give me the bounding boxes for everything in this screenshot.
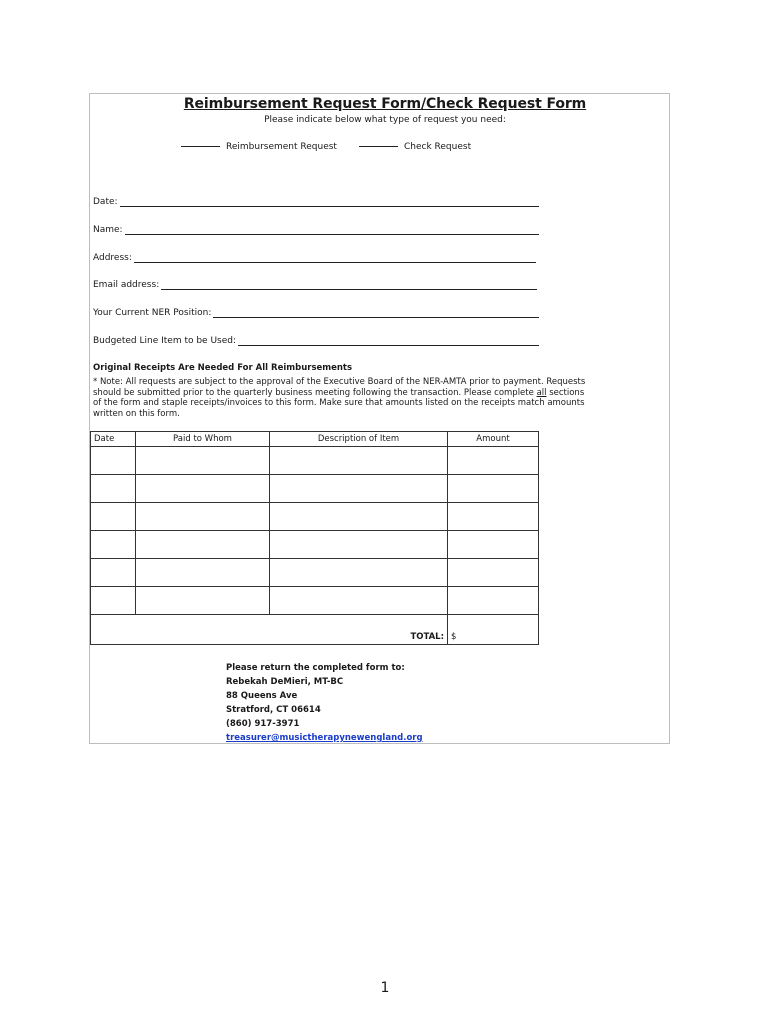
- table-cell[interactable]: [91, 475, 136, 503]
- option-label: Check Request: [404, 142, 472, 152]
- table-cell[interactable]: [270, 587, 448, 615]
- total-row: [91, 615, 539, 645]
- column-header-amount: Amount: [448, 432, 539, 447]
- option-reimbursement[interactable]: [181, 142, 337, 152]
- table-cell[interactable]: [91, 559, 136, 587]
- field-line[interactable]: [238, 337, 539, 346]
- field-label: Name:: [93, 225, 123, 235]
- field-label: Budgeted Line Item to be Used:: [93, 336, 237, 346]
- field-line[interactable]: [120, 198, 539, 207]
- table-cell[interactable]: [270, 531, 448, 559]
- table-cell[interactable]: [448, 587, 539, 615]
- table-cell[interactable]: [136, 475, 270, 503]
- column-header-description: Description of Item: [270, 432, 448, 447]
- form-title: Reimbursement Request Form/Check Request Form: [183, 96, 587, 112]
- table-cell[interactable]: [448, 475, 539, 503]
- field-name[interactable]: [93, 225, 539, 235]
- note-text: * Note: All requests are subject to the approval of the Executive Board of the NER-AMTA prior to payment. Requests should be submitted prior to the quarterly business meeting following the transaction. Please complete: [93, 377, 586, 398]
- column-header-paid-to: Paid to Whom: [136, 432, 270, 447]
- field-label: Date:: [93, 197, 118, 207]
- table-cell[interactable]: [448, 559, 539, 587]
- table-cell[interactable]: [136, 531, 270, 559]
- column-header-date: Date: [91, 432, 136, 447]
- table-cell[interactable]: [91, 587, 136, 615]
- table-row: [91, 475, 539, 503]
- page-number: 1: [380, 980, 390, 996]
- option-blank[interactable]: [181, 146, 220, 147]
- total-amount[interactable]: $: [448, 615, 539, 645]
- table-cell[interactable]: [448, 447, 539, 475]
- return-email-link[interactable]: treasurer@musictherapynewengland.org: [226, 733, 423, 743]
- table-cell[interactable]: [270, 447, 448, 475]
- field-date[interactable]: [93, 197, 539, 207]
- field-line[interactable]: [125, 226, 539, 235]
- table-header-row: [91, 432, 539, 447]
- approval-note: [93, 377, 593, 419]
- table-row: [91, 559, 539, 587]
- table-row: [91, 587, 539, 615]
- table-cell[interactable]: [270, 559, 448, 587]
- field-budget-line[interactable]: [93, 336, 539, 346]
- field-address[interactable]: [93, 253, 536, 263]
- table-row: [91, 531, 539, 559]
- field-label: Email address:: [93, 280, 160, 290]
- return-heading: Please return the completed form to:: [226, 663, 405, 673]
- table-cell[interactable]: [448, 503, 539, 531]
- field-email[interactable]: [93, 280, 537, 290]
- table-cell[interactable]: [91, 531, 136, 559]
- table-cell[interactable]: [91, 503, 136, 531]
- field-label: Address:: [93, 253, 132, 263]
- option-blank[interactable]: [359, 146, 398, 147]
- table-cell[interactable]: [136, 559, 270, 587]
- table-cell[interactable]: [91, 447, 136, 475]
- option-label: Reimbursement Request: [226, 142, 337, 152]
- return-street: 88 Queens Ave: [226, 691, 298, 701]
- field-line[interactable]: [134, 254, 536, 263]
- note-emphasis: all: [536, 387, 547, 398]
- table-cell[interactable]: [270, 475, 448, 503]
- field-line[interactable]: [161, 281, 537, 290]
- field-line[interactable]: [213, 309, 539, 318]
- return-city: Stratford, CT 06614: [226, 705, 321, 715]
- table-cell[interactable]: [136, 447, 270, 475]
- table-cell[interactable]: [136, 587, 270, 615]
- return-address-block: [226, 661, 423, 745]
- field-label: Your Current NER Position:: [93, 308, 212, 318]
- note-text: sections of the form and staple receipts/invoices to this form. Make sure that amounts listed on the receipts match amounts written on this form.: [93, 387, 585, 419]
- table-cell[interactable]: [136, 503, 270, 531]
- total-label: TOTAL:: [91, 615, 448, 645]
- table-row: [91, 503, 539, 531]
- receipts-heading: Original Receipts Are Needed For All Reimbursements: [93, 363, 353, 373]
- expense-table: [90, 431, 539, 645]
- table-row: [91, 447, 539, 475]
- form-subtitle: Please indicate below what type of request you need:: [264, 115, 506, 125]
- field-position[interactable]: [93, 308, 539, 318]
- table-cell[interactable]: [448, 531, 539, 559]
- option-check[interactable]: [359, 142, 471, 152]
- return-name: Rebekah DeMieri, MT-BC: [226, 677, 344, 687]
- return-phone: (860) 917-3971: [226, 719, 300, 729]
- table-cell[interactable]: [270, 503, 448, 531]
